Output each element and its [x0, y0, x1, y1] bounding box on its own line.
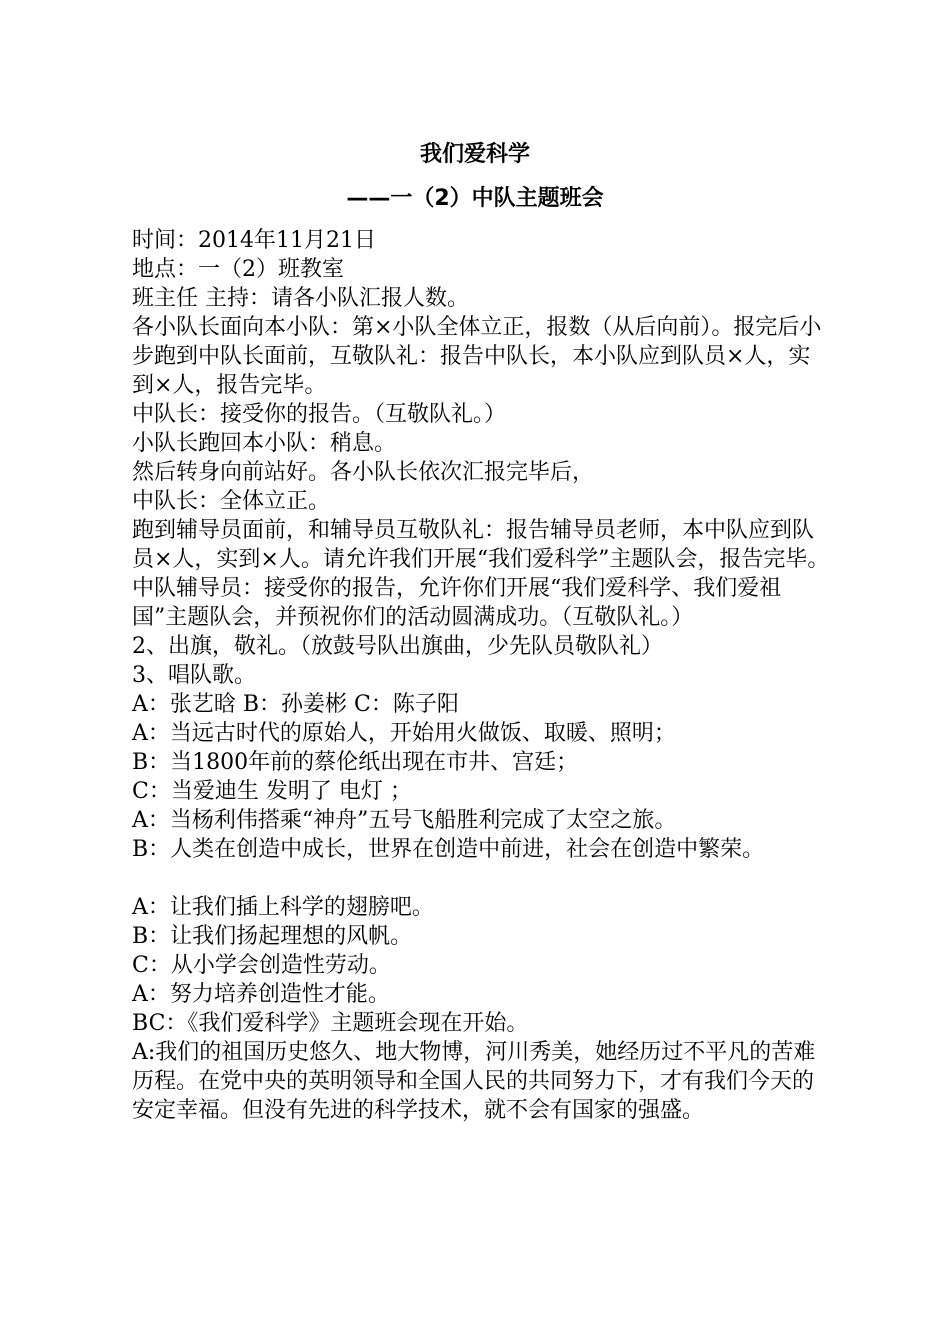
paragraph-hosts: A：张艺晗 B：孙姜彬 C：陈子阳 [132, 692, 459, 717]
paragraph-attention: 中队长：全体立正。 [132, 489, 331, 514]
paragraph-line-c1: C：当爱迪生 发明了 电灯 ； [132, 779, 412, 804]
paragraph-time: 时间：2014年11月21日 [132, 228, 376, 253]
paragraph-line-a3: A：让我们插上科学的翅膀吧。 [132, 895, 434, 920]
paragraph-host: 班主任 主持：请各小队汇报人数。 [132, 286, 469, 311]
paragraph-counselor-reply: 中队辅导员：接受你的报告，允许你们开展“我们爱科学、我们爱祖国”主题队会，并预祝你们的活动圆满成功。（互敬队礼。） [132, 576, 782, 630]
paragraph-captain-reply: 中队长：接受你的报告。（互敬队礼。） [132, 402, 507, 427]
paragraph-line-b1: B：当1800年前的蔡伦纸出现在市井、宫廷； [132, 750, 579, 775]
paragraph-squad-return: 小队长跑回本小队：稍息。 [132, 431, 397, 456]
paragraph-location: 地点：一（2）班教室 [132, 257, 344, 282]
paragraph-flag: 2、出旗，敬礼。（放鼓号队出旗曲，少先队员敬队礼） [132, 634, 663, 659]
paragraph-squad-report: 各小队长面向本小队：第×小队全体立正，报数（从后向前）。报完后小步跑到中队长面前，互敬队礼：报告中队长，本小队应到队员×人，实到×人，报告完毕。 [132, 315, 822, 398]
document-body [132, 226, 832, 1125]
document-subtitle: ——一（2）中队主题班会 [346, 186, 604, 211]
paragraph-line-a2: A：当杨利伟搭乘“神舟”五号飞船胜利完成了太空之旅。 [132, 808, 677, 833]
paragraph-line-a4: A：努力培养创造性才能。 [132, 982, 390, 1007]
paragraph-line-b3: B：让我们扬起理想的风帆。 [132, 924, 413, 949]
paragraph-line-b2: B：人类在创造中成长，世界在创造中前进，社会在创造中繁荣。 [132, 837, 765, 862]
blank-line [132, 864, 832, 893]
paragraph-anthem: 3、唱队歌。 [132, 663, 256, 688]
paragraph-line-a1: A：当远古时代的原始人，开始用火做饭、取暖、照明； [132, 721, 676, 746]
paragraph-line-bc: BC：《我们爱科学》主题班会现在开始。 [132, 1011, 529, 1036]
paragraph-line-a5: A:我们的祖国历史悠久、地大物博，河川秀美，她经历过不平凡的苦难历程。在党中央的英明领导和全国人民的共同努力下，才有我们今天的安定幸福。但没有先进的科学技术，就不会有国家的强盛。 [132, 1040, 816, 1123]
document-title: 我们爱科学 [419, 142, 530, 167]
paragraph-report-counselor: 跑到辅导员面前，和辅导员互敬队礼：报告辅导员老师，本中队应到队员×人，实到×人。请允许我们开展“我们爱科学”主题队会，报告完毕。 [132, 518, 830, 572]
paragraph-line-c2: C：从小学会创造性劳动。 [132, 953, 391, 978]
paragraph-turn-forward: 然后转身向前站好。各小队长依次汇报完毕后， [132, 460, 595, 485]
